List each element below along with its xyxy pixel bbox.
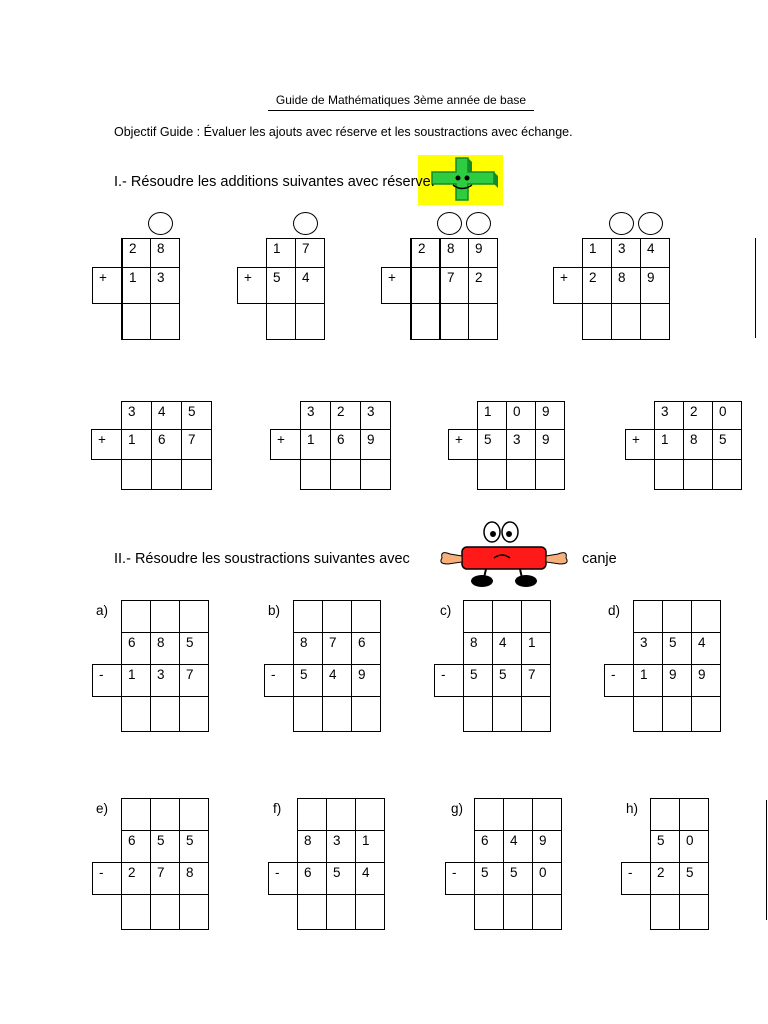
digit-cell: 3	[611, 238, 641, 268]
digit-cell: 8	[297, 830, 327, 863]
digit-cell: 1	[300, 429, 331, 460]
digit-cell: 8	[179, 862, 209, 895]
carry-circle[interactable]	[638, 212, 663, 235]
answer-cell[interactable]	[360, 459, 391, 490]
borrow-cell[interactable]	[679, 798, 709, 831]
digit-cell: 2	[468, 267, 498, 304]
section2-heading-end: canje	[582, 551, 617, 567]
problem-label: e)	[96, 801, 109, 816]
digit-cell: 1	[121, 429, 152, 460]
answer-cell[interactable]	[679, 894, 709, 930]
borrow-cell[interactable]	[121, 600, 151, 633]
digit-cell: 5	[181, 401, 212, 430]
digit-cell: 1	[521, 632, 551, 665]
answer-cell[interactable]	[532, 894, 562, 930]
digit-cell: 2	[121, 238, 151, 268]
operator-cell: +	[381, 267, 411, 304]
digit-cell: 9	[468, 238, 498, 268]
digit-cell: 0	[679, 830, 709, 863]
borrow-cell[interactable]	[297, 798, 327, 831]
answer-cell[interactable]	[477, 459, 507, 490]
margin-rule	[766, 800, 767, 920]
borrow-cell[interactable]	[150, 798, 180, 831]
digit-cell: 7	[521, 664, 551, 697]
digit-cell: 1	[355, 830, 385, 863]
borrow-cell[interactable]	[293, 600, 323, 633]
borrow-cell[interactable]	[503, 798, 533, 831]
digit-cell: 0	[532, 862, 562, 895]
digit-cell: 6	[121, 830, 151, 863]
digit-cell: 8	[683, 429, 713, 460]
digit-cell: 8	[150, 238, 180, 268]
answer-cell[interactable]	[410, 303, 440, 340]
digit-cell: 8	[463, 632, 493, 665]
operator-cell: +	[237, 267, 267, 304]
answer-cell[interactable]	[691, 696, 721, 732]
digit-cell	[410, 267, 440, 304]
operator-cell: +	[91, 429, 122, 460]
digit-cell: 5	[474, 862, 504, 895]
borrow-cell[interactable]	[492, 600, 522, 633]
digit-cell: 7	[181, 429, 212, 460]
problem-label: a)	[96, 603, 109, 618]
digit-cell: 3	[326, 830, 356, 863]
digit-cell: 8	[611, 267, 641, 304]
digit-cell: 0	[506, 401, 536, 430]
answer-cell[interactable]	[503, 894, 533, 930]
digit-cell: 5	[293, 664, 323, 697]
digit-cell: 5	[662, 632, 692, 665]
section1-heading: I.- Résoudre les additions suivantes avec réserve.	[114, 174, 435, 190]
answer-cell[interactable]	[582, 303, 612, 340]
answer-cell[interactable]	[179, 696, 209, 732]
answer-cell[interactable]	[121, 696, 151, 732]
digit-cell: 1	[633, 664, 663, 697]
answer-cell[interactable]	[121, 303, 151, 340]
operator-cell: +	[625, 429, 655, 460]
digit-cell: 2	[650, 862, 680, 895]
digit-cell: 6	[351, 632, 381, 665]
digit-cell: 3	[654, 401, 684, 430]
digit-cell: 6	[330, 429, 361, 460]
digit-cell: 7	[179, 664, 209, 697]
answer-cell[interactable]	[295, 303, 325, 340]
answer-cell[interactable]	[121, 894, 151, 930]
answer-cell[interactable]	[300, 459, 331, 490]
digit-cell: 1	[582, 238, 612, 268]
margin-rule	[755, 238, 756, 338]
answer-cell[interactable]	[151, 459, 182, 490]
operator-cell: -	[604, 664, 634, 697]
digit-cell: 7	[295, 238, 325, 268]
borrow-cell[interactable]	[351, 600, 381, 633]
borrow-cell[interactable]	[521, 600, 551, 633]
answer-cell[interactable]	[650, 894, 680, 930]
digit-cell: 9	[640, 267, 670, 304]
digit-cell: 2	[330, 401, 361, 430]
digit-cell: 5	[503, 862, 533, 895]
problem-label: f)	[273, 801, 282, 816]
answer-cell[interactable]	[439, 303, 469, 340]
answer-cell[interactable]	[611, 303, 641, 340]
digit-cell: 5	[179, 830, 209, 863]
digit-cell: 4	[503, 830, 533, 863]
answer-cell[interactable]	[322, 696, 352, 732]
digit-cell: 7	[150, 862, 180, 895]
borrow-cell[interactable]	[121, 798, 151, 831]
digit-cell: 5	[150, 830, 180, 863]
digit-cell: 5	[492, 664, 522, 697]
problem-label: d)	[608, 603, 621, 618]
answer-cell[interactable]	[633, 696, 663, 732]
operator-cell: +	[92, 267, 122, 304]
answer-cell[interactable]	[654, 459, 684, 490]
answer-cell[interactable]	[640, 303, 670, 340]
digit-cell: 5	[266, 267, 296, 304]
digit-cell: 5	[463, 664, 493, 697]
borrow-cell[interactable]	[463, 600, 493, 633]
answer-cell[interactable]	[297, 894, 327, 930]
digit-cell: 9	[535, 401, 565, 430]
answer-cell[interactable]	[474, 894, 504, 930]
borrow-cell[interactable]	[532, 798, 562, 831]
operator-cell: -	[92, 862, 122, 895]
answer-cell[interactable]	[521, 696, 551, 732]
answer-cell[interactable]	[535, 459, 565, 490]
digit-cell: 4	[151, 401, 182, 430]
answer-cell[interactable]	[150, 303, 180, 340]
operator-cell: -	[445, 862, 475, 895]
answer-cell[interactable]	[506, 459, 536, 490]
digit-cell: 8	[439, 238, 469, 268]
title-underline	[268, 110, 534, 111]
digit-cell: 3	[150, 664, 180, 697]
answer-cell[interactable]	[683, 459, 713, 490]
answer-cell[interactable]	[326, 894, 356, 930]
answer-cell[interactable]	[266, 303, 296, 340]
borrow-cell[interactable]	[662, 600, 692, 633]
answer-cell[interactable]	[330, 459, 361, 490]
borrow-cell[interactable]	[179, 600, 209, 633]
digit-cell: 4	[355, 862, 385, 895]
borrow-cell[interactable]	[650, 798, 680, 831]
borrow-cell[interactable]	[355, 798, 385, 831]
digit-cell: 5	[477, 429, 507, 460]
answer-cell[interactable]	[355, 894, 385, 930]
digit-cell: 4	[640, 238, 670, 268]
borrow-cell[interactable]	[474, 798, 504, 831]
digit-cell: 2	[121, 862, 151, 895]
operator-cell: -	[264, 664, 294, 697]
section2-heading: II.- Résoudre les soustractions suivantes avec	[114, 551, 410, 567]
digit-cell: 3	[150, 267, 180, 304]
digit-cell: 1	[477, 401, 507, 430]
answer-cell[interactable]	[181, 459, 212, 490]
digit-cell: 4	[295, 267, 325, 304]
digit-cell: 8	[293, 632, 323, 665]
borrow-cell[interactable]	[150, 600, 180, 633]
answer-cell[interactable]	[492, 696, 522, 732]
carry-circle[interactable]	[609, 212, 634, 235]
digit-cell: 5	[179, 632, 209, 665]
digit-cell: 1	[121, 267, 151, 304]
digit-cell: 9	[360, 429, 391, 460]
digit-cell: 9	[662, 664, 692, 697]
digit-cell: 2	[582, 267, 612, 304]
operator-cell: +	[448, 429, 478, 460]
digit-cell: 7	[322, 632, 352, 665]
operator-cell: +	[553, 267, 583, 304]
digit-cell: 8	[150, 632, 180, 665]
operator-cell: -	[92, 664, 122, 697]
digit-cell: 3	[633, 632, 663, 665]
borrow-cell[interactable]	[326, 798, 356, 831]
digit-cell: 2	[683, 401, 713, 430]
digit-cell: 7	[439, 267, 469, 304]
digit-cell: 3	[360, 401, 391, 430]
borrow-cell[interactable]	[322, 600, 352, 633]
page-title: Guide de Mathématiques 3ème année de base	[275, 93, 527, 107]
digit-cell: 9	[535, 429, 565, 460]
minus-mascot-icon	[436, 520, 576, 590]
problem-label: g)	[451, 801, 464, 816]
digit-cell: 3	[506, 429, 536, 460]
digit-cell: 9	[351, 664, 381, 697]
borrow-cell[interactable]	[691, 600, 721, 633]
borrow-cell[interactable]	[633, 600, 663, 633]
borrow-cell[interactable]	[179, 798, 209, 831]
digit-cell: 1	[654, 429, 684, 460]
operator-cell: -	[434, 664, 464, 697]
digit-cell: 9	[532, 830, 562, 863]
answer-cell[interactable]	[712, 459, 742, 490]
answer-cell[interactable]	[662, 696, 692, 732]
digit-cell: 5	[712, 429, 742, 460]
digit-cell: 1	[266, 238, 296, 268]
answer-cell[interactable]	[150, 894, 180, 930]
digit-cell: 6	[474, 830, 504, 863]
digit-cell: 9	[691, 664, 721, 697]
digit-cell: 3	[300, 401, 331, 430]
answer-cell[interactable]	[121, 459, 152, 490]
digit-cell: 3	[121, 401, 152, 430]
problem-label: c)	[440, 603, 452, 618]
digit-cell: 6	[121, 632, 151, 665]
operator-cell: -	[621, 862, 651, 895]
carry-circle[interactable]	[437, 212, 462, 235]
digit-cell: 5	[679, 862, 709, 895]
objective-text: Objectif Guide : Évaluer les ajouts avec réserve et les soustractions avec échange.	[114, 125, 573, 139]
digit-cell: 6	[151, 429, 182, 460]
answer-cell[interactable]	[468, 303, 498, 340]
digit-cell: 4	[322, 664, 352, 697]
operator-cell: +	[270, 429, 301, 460]
answer-cell[interactable]	[179, 894, 209, 930]
carry-circle[interactable]	[466, 212, 491, 235]
carry-circle[interactable]	[148, 212, 173, 235]
digit-cell: 5	[650, 830, 680, 863]
operator-cell: -	[268, 862, 298, 895]
digit-cell: 4	[691, 632, 721, 665]
digit-cell: 6	[297, 862, 327, 895]
answer-cell[interactable]	[351, 696, 381, 732]
carry-circle[interactable]	[293, 212, 318, 235]
digit-cell: 2	[410, 238, 440, 268]
answer-cell[interactable]	[150, 696, 180, 732]
digit-cell: 0	[712, 401, 742, 430]
digit-cell: 1	[121, 664, 151, 697]
digit-cell: 5	[326, 862, 356, 895]
answer-cell[interactable]	[293, 696, 323, 732]
problem-label: h)	[626, 801, 639, 816]
answer-cell[interactable]	[463, 696, 493, 732]
digit-cell: 4	[492, 632, 522, 665]
problem-label: b)	[268, 603, 281, 618]
